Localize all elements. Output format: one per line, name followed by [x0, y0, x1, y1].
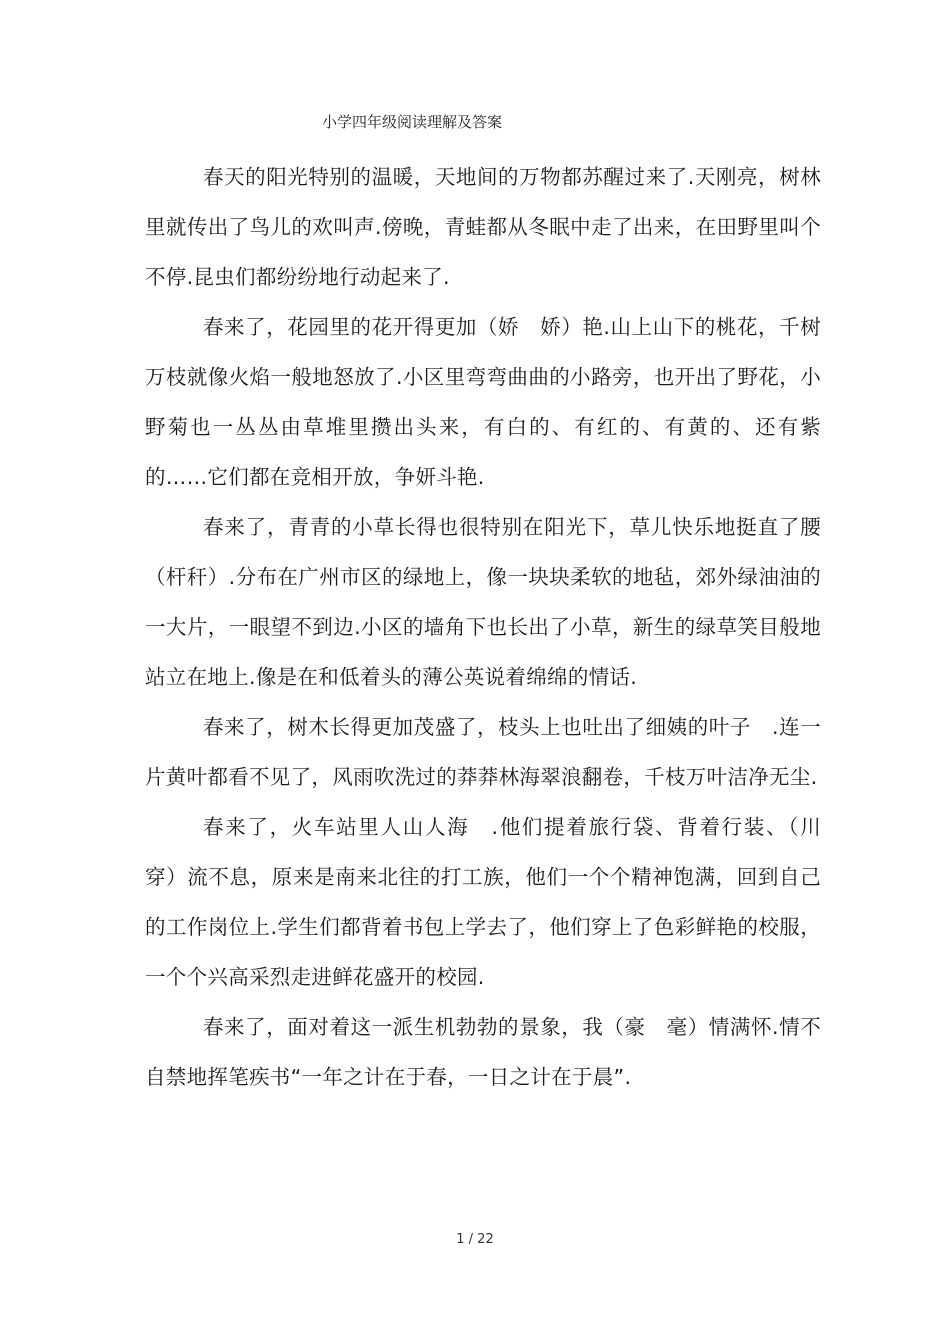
paragraph-6: 春来了，面对着这一派生机勃勃的景象，我（豪 毫）情满怀.情不自禁地挥笔疾书“一年之计在于春，一日之计在于晨”. — [145, 1015, 821, 1089]
document-title: 小学四年级阅读理解及答案 — [322, 113, 503, 131]
paragraph-2: 春来了，花园里的花开得更加（娇 娇）艳.山上山下的桃花，千树万枝就像火焰一般地怒放了.小区里弯弯曲曲的小路旁，也开出了野花，小野菊也一丛丛由草堆里攒出头来，有白的、有红的、有黄的、还有紫的……它们都在竞相开放，争妍斗艳. — [145, 315, 821, 489]
paragraph-4: 春来了，树木长得更加茂盛了，枝头上也吐出了细姨的叶子 .连一片黄叶都看不见了，风雨吹洗过的莽莽林海翠浪翻卷，千枝万叶洁净无尘. — [145, 715, 821, 789]
body-text — [145, 152, 842, 1102]
paragraph-3: 春来了，青青的小草长得也很特别在阳光下，草儿快乐地挺直了腰（杆秆）.分布在广州市区的绿地上，像一块块柔软的地毡，郊外绿油油的一大片，一眼望不到边.小区的墙角下也长出了小草，新生的绿草笑目般地站立在地上.像是在和低着头的薄公英说着绵绵的情话. — [145, 515, 821, 689]
paragraph-1: 春天的阳光特别的温暖，天地间的万物都苏醒过来了.天刚亮，树林里就传出了鸟儿的欢叫声.傍晚，青蛙都从冬眠中走了出来，在田野里叫个不停.昆虫们都纷纷地行动起来了. — [145, 165, 821, 289]
page-number: 1 / 22 — [456, 1232, 494, 1247]
paragraph-5: 春来了，火车站里人山人海 .他们提着旅行袋、背着行装、（川 穿）流不息，原来是南来北往的打工族，他们一个个精神饱满，回到自己的工作岗位上.学生们都背着书包上学去了，他们穿上了色彩鲜艳的校服，一个个兴高采烈走进鲜花盛开的校园. — [145, 815, 842, 989]
